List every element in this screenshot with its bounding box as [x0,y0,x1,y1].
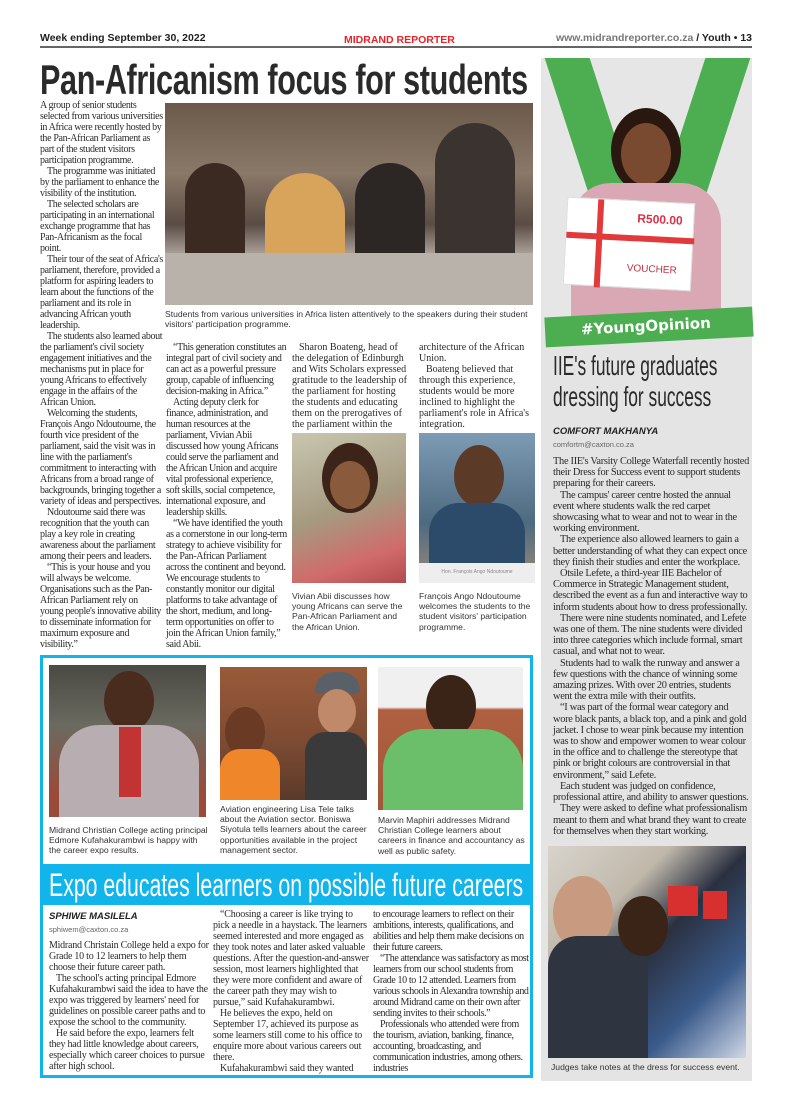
header-rule [40,46,752,48]
expo-author: SPHIWE MASILELA [49,911,138,922]
paragraph: Midrand Christain College held a expo for Grade 10 to 12 learners to help them choose their future career path. [49,940,209,973]
paragraph: Welcoming the students, François Ango Ndoutoume, the fourth vice president of the parliament, said the visit was in line with the parliament's commitment to interacting with Africans from a broad range of backgrounds, bringing together a variety of ideas and perspectives. [40,408,162,507]
opinion-author: COMFORT MAKHANYA [553,426,659,437]
paragraph: The students also learned about the parliament's civil society engagement initiatives and the mechanisms put in place for young Africans to effectively engage in the affairs of the African Union. [40,331,163,408]
article-column [292,342,410,430]
paragraph: Professionals who attended were from the tourism, aviation, banking, finance, accounting, broadcasting, and communication industries, among others. industries [373,1019,523,1074]
maphiri-caption: Marvin Maphiri addresses Midrand Christian College learners about careers in finance and accountancy as well as public safety. [378,815,525,856]
paragraph: The selected scholars are participating in an international exchange programme that has Pan-Africanism as the focal point. [40,199,155,254]
paragraph: “Choosing a career is like trying to pick a needle in a haystack. The learners seemed interested and more engaged as they took notes and later asked valuable questions. After the question-and-answer session, most learners highlighted that they were more confident and aware of the career path they may wish to pursue,” said Kufahakurambwi. [213,909,369,1008]
expo-title: Expo educates learners on possible future careers [49,867,524,903]
students-photo [165,103,533,305]
ndoutoume-photo [419,433,535,583]
paragraph: “We have identified the youth as a cornerstone in our long-term strategy to achieve visibility for the Pan-African Parliament across the continent and beyond. We encourage students to constantly monitor our digital platforms to take advantage of the short, medium, and long-term opportunities on offer to join the African Union family,” said Abii. [166,518,287,650]
nameplate: Hon. François Ango Ndoutoume [419,563,535,583]
judges-photo-caption: Judges take notes at the dress for success event. [551,1062,740,1072]
expo-column [49,940,209,1072]
paragraph: Their tour of the seat of Africa's parliament, therefore, provided a platform for aspiring leaders to learn about the functions of the parliament and its role in advancing African youth leadership. [40,254,163,331]
paragraph: “The attendance was satisfactory as most learners from our school students from Grade 10 to 12 attended. Learners from various schools in Alexandra township and around Midrand came on their own after sending invites to their schools.” [373,953,529,1019]
marvin-maphiri-photo [378,667,523,810]
paragraph: The school's acting principal Edmore Kufahakurambwi said the idea to have the expo was triggered by learners' need for guidelines on possible career paths and to expose the school to the community. [49,973,208,1028]
paragraph: The campus' career centre hosted the annual event where students walk the red carpet showcasing what to wear and not to wear in the working environment. [553,489,737,535]
paragraph: “I was part of the formal wear category and wore black pants, a black top, and a pink and gold jacket. I chose to wear pink because my intention was to show and empower women to wear colour in the office and to challenge the stereotype that pink or bright colours are controversial in that environment,” said Lefete. [553,702,747,781]
paragraph: He believes the expo, held on September 17, achieved its purpose as some learners still come to his office to enquire more about various careers out there. [213,1008,363,1063]
voucher-amount: R500.00 [636,211,684,228]
opinion-title: IIE's future graduates dressing for success [553,350,718,412]
voucher-label: VOUCHER [626,262,677,277]
paragraph: Ndoutoume said there was recognition that the youth can play a key role in creating awareness about the parliament among their peers and leaders. [40,507,156,562]
expo-title-banner [40,864,533,905]
opinion-body [553,456,749,837]
student-voucher-photo [541,58,752,320]
section-label: / Youth • 13 [696,32,752,44]
vivian-abii-caption: Vivian Abii discusses how young Africans can serve the Pan-African Parliament and the African Union. [292,591,403,632]
paragraph: Acting deputy clerk for finance, administration, and human resources at the parliament, Vivian Abii discussed how young Africans could serve the parliament and the African Union and acquire vital professional experience, soft skills, social competence, international exposure, and leadership skills. [166,397,279,518]
aviation-speakers-photo [220,667,367,800]
paragraph: The programme was initiated by the parliament to enhance the visibility of the institution. [40,166,160,199]
opinion-author-email[interactable]: comfortm@caxton.co.za [553,440,634,449]
paragraph: A group of senior students selected from various universities in Africa were recently hosted by the Pan-African Parliament as part of the student visitors participation programme. [40,100,163,166]
expo-column [373,909,530,1074]
gift-voucher [563,197,695,292]
students-photo-caption: Students from various universities in Africa listen attentively to the speakers during their student visitors' participation programme. [165,309,528,330]
paragraph: to encourage learners to reflect on their ambitions, interests, qualifications, and abilities and help them make decisions on their future careers. [373,909,524,953]
article-title: Pan-Africanism focus for students [40,56,528,103]
expo-author-email[interactable]: sphiwem@caxton.co.za [49,925,129,934]
ndoutoume-caption: François Ango Ndoutoume welcomes the students to the student visitors' participation programme. [419,591,531,632]
paragraph: The experience also allowed learners to gain a better understanding of what they can expect once they finish their studies and enter the workplace. [553,534,747,568]
young-opinion-tag: #YoungOpinion [544,307,753,348]
paragraph: Sharon Boateng, head of the delegation of Edinburgh and Wits Scholars expressed gratitude to the leadership of the parliament for hosting the students and educating them on the prerogatives of the parliament within the [292,342,407,430]
paragraph: The IIE's Varsity College Waterfall recently hosted their Dress for Success event to support students preparing for their careers. [553,456,749,490]
page-info [556,32,752,44]
paragraph: There were nine students nominated, and Lefete was one of them. The nine students were divided into three categories which include formal, smart casual, and what not to wear. [553,612,747,658]
issue-date: Week ending September 30, 2022 [40,32,206,44]
paragraph: Otsile Lefete, a third-year IIE Bachelor of Commerce in Strategic Management student, described the event as a fun and interactive way to inform students about how to dress professionally. [553,568,748,613]
paragraph: “This is your house and you will always be welcome. Organisations such as the Pan-African Parliament rely on young people's innovative ability to disseminate information for maximum exposure and visibility.” [40,562,162,650]
paragraph: architecture of the African Union. [419,342,525,364]
paragraph: Kufahakurambwi said they wanted [220,1063,354,1074]
paragraph: Boateng believed that through this experience, students would be more inclined to highlight the parliament's role in Africa's integration. [419,364,529,430]
paragraph: “This generation constitutes an integral part of civil society and can act as a powerful pressure group, capable of influencing decision-making in Africa.” [166,342,287,397]
article-column [419,342,537,430]
paragraph: Each student was judged on confidence, professional attire, and ability to answer questions. [553,780,749,804]
article-column [40,100,163,650]
principal-photo [49,665,206,817]
website-link[interactable]: www.midrandreporter.co.za [555,32,694,44]
paragraph: They were asked to define what professionalism meant to them and what brand they want to create for themselves when they start working. [553,803,748,837]
judges-photo [548,846,746,1058]
vivian-abii-photo [292,433,406,583]
principal-caption: Midrand Christian College acting principal Edmore Kufahakurambwi is happy with the career expo results. [49,825,208,856]
paragraph: He said before the expo, learners felt they had little knowledge about careers, especially which career choices to pursue after high school. [49,1028,205,1072]
masthead: MIDRAND REPORTER [344,34,455,46]
expo-column [213,909,369,1074]
aviation-caption: Aviation engineering Lisa Tele talks about the Aviation sector. Boniswa Siyotula tells learners about the career opportunities available in the project management sector. [220,804,367,855]
paragraph: Students had to walk the runway and answer a few questions with the chance of winning some amazing prizes. With over 20 entries, students went the extra mile with their outfits. [553,657,740,703]
article-column [166,342,287,650]
